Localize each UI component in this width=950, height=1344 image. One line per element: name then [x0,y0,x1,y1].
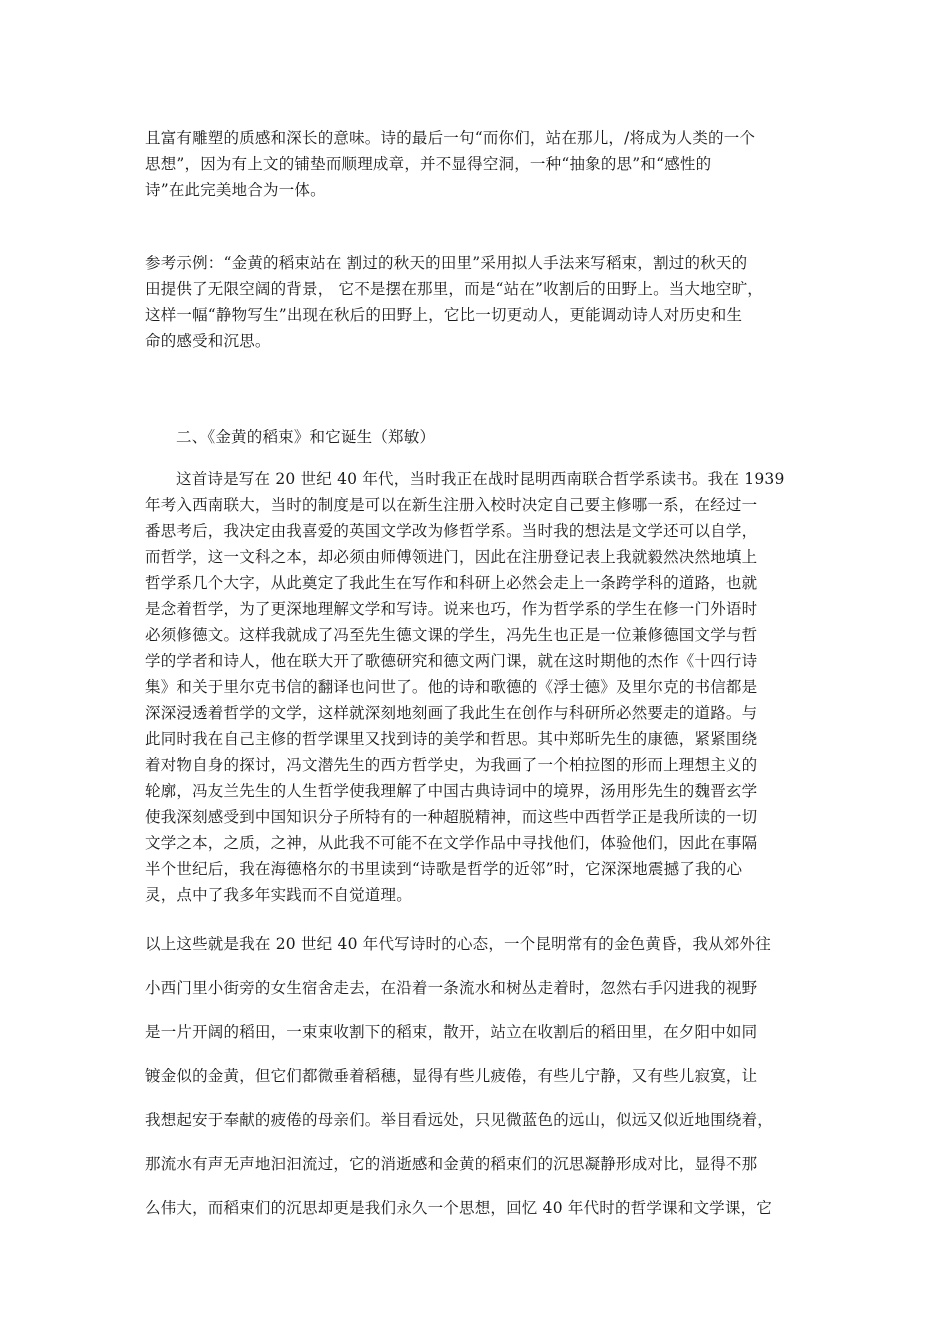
paragraph-4-line: 么伟大，而稻束们的沉思却更是我们永久一个思想，回忆 40 年代时的哲学课和文学课，它 [145,1199,772,1217]
paragraph-3-line: 深深浸透着哲学的文学，这样就深刻地刻画了我此生在创作与科研所必然要走的道路。与 [145,704,758,722]
paragraph-3-line: 文学之本，之质，之神，从此我不可能不在文学作品中寻找他们，体验他们，因此在事隔 [145,834,758,852]
section-heading: 二、《金黄的稻束》和它诞生（郑敏） [176,428,436,446]
paragraph-1-line: 思想”，因为有上文的铺垫而顺理成章，并不显得空洞，一种“抽象的思”和“感性的 [145,155,712,173]
paragraph-2-line: 命的感受和沉思。 [145,332,271,350]
paragraph-2-line: 参考示例：“金黄的稻束站在 割过的秋天的田里”采用拟人手法来写稻束，割过的秋天的 [145,254,748,272]
paragraph-3-line: 而哲学，这一文科之本，却必须由师傅领进门，因此在注册登记表上我就毅然决然地填上 [145,548,758,566]
paragraph-2-line: 这样一幅“静物写生”出现在秋后的田野上，它比一切更动人，更能调动诗人对历史和生 [145,306,743,324]
paragraph-2-line: 田提供了无限空阔的背景， 它不是摆在那里，而是“站在”收割后的田野上。当大地空旷， [145,280,763,298]
paragraph-4-line: 以上这些就是我在 20 世纪 40 年代写诗时的心态，一个昆明常有的金色黄昏，我从郊外往 [145,935,771,953]
paragraph-4-line: 小西门里小街旁的女生宿舍走去，在沿着一条流水和树丛走着时，忽然右手闪进我的视野 [145,979,758,997]
paragraph-3-line: 灵，点中了我多年实践而不自觉道理。 [145,886,412,904]
paragraph-3-line: 这首诗是写在 20 世纪 40 年代，当时我正在战时昆明西南联合哲学系读书。我在 1939 [176,470,785,488]
paragraph-3-line: 此同时我在自己主修的哲学课里又找到诗的美学和哲思。其中郑昕先生的康德，紧紧围绕 [145,730,758,748]
paragraph-3-line: 使我深刻感受到中国知识分子所特有的一种超脱精神，而这些中西哲学正是我所读的一切 [145,808,758,826]
paragraph-3-line: 半个世纪后，我在海德格尔的书里读到“诗歌是哲学的近邻”时，它深深地震撼了我的心 [145,860,743,878]
paragraph-4-line: 那流水有声无声地汩汩流过，它的消逝感和金黄的稻束们的沉思凝静形成对比，显得不那 [145,1155,758,1173]
paragraph-3-line: 必须修德文。这样我就成了冯至先生德文课的学生，冯先生也正是一位兼修德国文学与哲 [145,626,758,644]
paragraph-4-line: 镀金似的金黄，但它们都微垂着稻穗，显得有些儿疲倦，有些儿宁静，又有些儿寂寞，让 [145,1067,758,1085]
paragraph-1-line: 且富有雕塑的质感和深长的意味。诗的最后一句“而你们，站在那儿，/将成为人类的一个 [145,129,756,147]
paragraph-1-line: 诗”在此完美地合为一体。 [145,181,326,199]
paragraph-3-line: 年考入西南联大，当时的制度是可以在新生注册入校时决定自己要主修哪一系，在经过一 [145,496,758,514]
paragraph-3-line: 学的学者和诗人，他在联大开了歌德研究和德文两门课，就在这时期他的杰作《十四行诗 [145,652,758,670]
paragraph-3-line: 是念着哲学，为了更深地理解文学和写诗。说来也巧，作为哲学系的学生在修一门外语时 [145,600,758,618]
paragraph-4-line: 是一片开阔的稻田，一束束收割下的稻束，散开，站立在收割后的稻田里，在夕阳中如同 [145,1023,758,1041]
paragraph-4-line: 我想起安于奉献的疲倦的母亲们。举目看远处，只见微蓝色的远山，似远又似近地围绕着， [145,1111,774,1129]
paragraph-3-line: 哲学系几个大字，从此奠定了我此生在写作和科研上必然会走上一条跨学科的道路，也就 [145,574,758,592]
paragraph-3-line: 集》和关于里尔克书信的翻译也问世了。他的诗和歌德的《浮士德》及里尔克的书信都是 [145,678,758,696]
paragraph-3-line: 轮廓，冯友兰先生的人生哲学使我理解了中国古典诗词中的境界，汤用彤先生的魏晋玄学 [145,782,758,800]
paragraph-3-line: 番思考后，我决定由我喜爱的英国文学改为修哲学系。当时我的想法是文学还可以自学， [145,522,758,540]
paragraph-3-line: 着对物自身的探讨，冯文潜先生的西方哲学史，为我画了一个柏拉图的形而上理想主义的 [145,756,758,774]
